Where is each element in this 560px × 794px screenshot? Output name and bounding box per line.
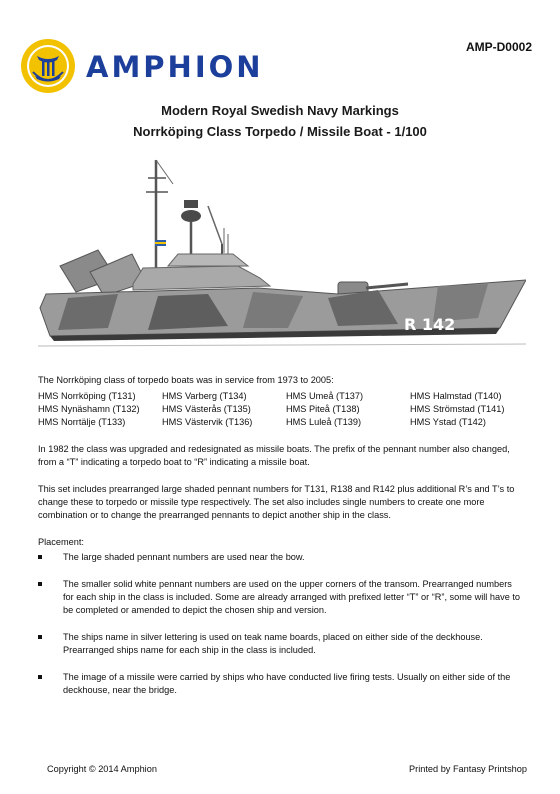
placement-list xyxy=(38,551,524,697)
printer-text: Printed by Fantasy Printshop xyxy=(409,764,527,774)
brand-name: AMPHION xyxy=(86,50,264,84)
ship-list-item: HMS Strömstad (T141) xyxy=(410,404,505,414)
ship-list-item: HMS Norrtälje (T133) xyxy=(38,417,126,427)
ship-list-item: HMS Varberg (T134) xyxy=(162,391,247,401)
body-content xyxy=(38,374,524,711)
title-line-1: Modern Royal Swedish Navy Markings xyxy=(161,103,399,118)
intro-text: The Norrköping class of torpedo boats was in service from 1973 to 2005: xyxy=(38,375,334,385)
placement-item: The ships name in silver lettering is used on teak name boards, placed on either side of the deckhouse. Prearranged ships name for each ship in the class is included. xyxy=(38,631,524,657)
ship-list-item: HMS Piteå (T138) xyxy=(286,404,360,414)
ship-list xyxy=(38,390,524,429)
copyright-text: Copyright © 2014 Amphion xyxy=(47,764,157,774)
ship-list-item: HMS Västerås (T135) xyxy=(162,404,251,414)
upgrade-paragraph: In 1982 the class was upgraded and redesignated as missile boats. The prefix of the pennant number also changed, from a “T” indicating a torpedo boat to “R” indicating a missile boat. xyxy=(38,444,510,467)
ship-list-item: HMS Nynäshamn (T132) xyxy=(38,404,140,414)
ship-list-item: HMS Ystad (T142) xyxy=(410,417,486,427)
document-title xyxy=(0,100,560,142)
ship-list-item: HMS Norrköping (T131) xyxy=(38,391,136,401)
ship-list-item: HMS Halmstad (T140) xyxy=(410,391,502,401)
ship-list-item: HMS Umeå (T137) xyxy=(286,391,364,401)
placement-item: The large shaded pennant numbers are used near the bow. xyxy=(38,551,524,564)
placement-item: The image of a missile were carried by ships who have conducted live firing tests. Usually on either side of the deckhouse, near the bridge. xyxy=(38,671,524,697)
placement-item: The smaller solid white pennant numbers are used on the upper corners of the transom. Prearranged numbers for each ship in the class is included. Some are already arranged with prefixed letter “T” or “R”, some will have to be completed or amended to depict the chosen ship and version. xyxy=(38,578,524,617)
hull-pennant-number: R 142 xyxy=(404,315,456,334)
title-line-2: Norrköping Class Torpedo / Missile Boat - 1/100 xyxy=(133,124,427,139)
ship-illustration xyxy=(38,158,526,353)
ship-list-item: HMS Luleå (T139) xyxy=(286,417,362,427)
product-code: AMP-D0002 xyxy=(465,40,532,54)
amphion-logo xyxy=(20,38,76,94)
placement-heading: Placement: xyxy=(38,537,84,547)
set-contents-paragraph: This set includes prearranged large shaded pennant numbers for T131, R138 and R142 plus additional R’s and T’s to change these to torpedo or missile type respectively. The set also includes single numbers to create one more combination or to change the prearranged pennants to depict another ship in the class. xyxy=(38,484,515,520)
logo-emblem xyxy=(20,38,76,94)
ship-list-item: HMS Västervik (T136) xyxy=(162,417,253,427)
